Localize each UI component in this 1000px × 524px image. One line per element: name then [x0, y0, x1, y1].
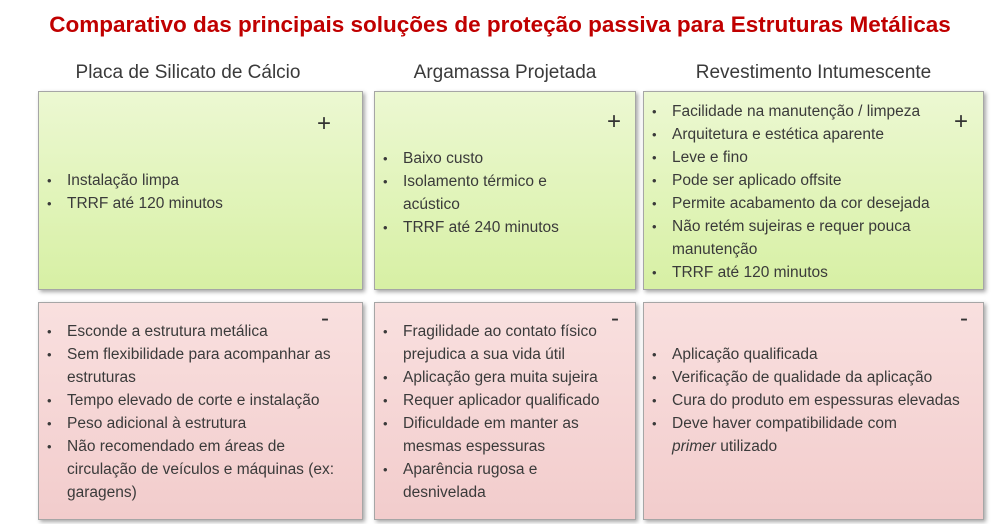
primer-suffix: utilizado: [715, 438, 778, 455]
list-item: • Baixo custo: [375, 147, 590, 170]
list-item: • Cura do produto em espessuras elevadas: [644, 389, 974, 412]
list-item: • Pode ser aplicado offsite: [644, 169, 959, 192]
list-item: • Dificuldade em manter as mesmas espessuras: [375, 412, 623, 458]
primer-term: primer: [672, 438, 716, 455]
list-item-continuation: [644, 435, 974, 458]
header-placa: Placa de Silicato de Cálcio: [75, 62, 301, 83]
list-item: • Não recomendado em áreas de circulação de veículos e máquinas (ex: garagens): [39, 435, 357, 504]
list-item: • Peso adicional à estrutura: [39, 412, 357, 435]
list-item: • Aplicação gera muita sujeira: [375, 366, 623, 389]
list-item: • Fragilidade ao contato físico prejudica a sua vida útil: [375, 320, 623, 366]
pros-list: [644, 100, 959, 284]
list-item: • Leve e fino: [644, 146, 959, 169]
list-item: • Deve haver compatibilidade com: [644, 412, 974, 435]
list-item: • Isolamento térmico e acústico: [375, 170, 590, 216]
cons-box-argamassa: [374, 302, 636, 520]
cons-list: [39, 320, 357, 504]
plus-sign: +: [317, 110, 332, 137]
pros-box-argamassa: [374, 91, 636, 290]
pros-box-intumescente: [643, 91, 984, 290]
minus-sign: -: [611, 305, 619, 332]
list-item: • TRRF até 120 minutos: [644, 261, 959, 284]
list-item: • Facilidade na manutenção / limpeza: [644, 100, 959, 123]
list-item: • Sem flexibilidade para acompanhar as estruturas: [39, 343, 357, 389]
plus-sign: +: [607, 108, 622, 135]
header-intumescente: Revestimento Intumescente: [695, 62, 932, 83]
list-item: • TRRF até 240 minutos: [375, 216, 590, 239]
list-item: • Não retém sujeiras e requer pouca manutenção: [644, 215, 959, 261]
list-item: • Esconde a estrutura metálica: [39, 320, 357, 343]
list-item: • Arquitetura e estética aparente: [644, 123, 959, 146]
cons-list: [644, 343, 974, 458]
minus-sign: -: [960, 305, 968, 332]
pros-list: [375, 147, 590, 239]
pros-list: [39, 169, 359, 215]
list-item: • Aparência rugosa e desnivelada: [375, 458, 623, 504]
pros-box-placa: [38, 91, 363, 290]
list-item: • Tempo elevado de corte e instalação: [39, 389, 357, 412]
list-item: • Permite acabamento da cor desejada: [644, 192, 959, 215]
header-argamassa: Argamassa Projetada: [413, 62, 597, 83]
list-item: • Verificação de qualidade da aplicação: [644, 366, 974, 389]
cons-box-placa: [38, 302, 363, 520]
minus-sign: -: [321, 305, 329, 332]
page-title: Comparativo das principais soluções de proteção passiva para Estruturas Metálicas: [49, 12, 951, 37]
list-item: • TRRF até 120 minutos: [39, 192, 359, 215]
cons-box-intumescente: [643, 302, 984, 520]
cons-list: [375, 320, 623, 504]
list-item: • Instalação limpa: [39, 169, 359, 192]
plus-sign: +: [954, 108, 969, 135]
list-item: • Aplicação qualificada: [644, 343, 974, 366]
list-item: • Requer aplicador qualificado: [375, 389, 623, 412]
